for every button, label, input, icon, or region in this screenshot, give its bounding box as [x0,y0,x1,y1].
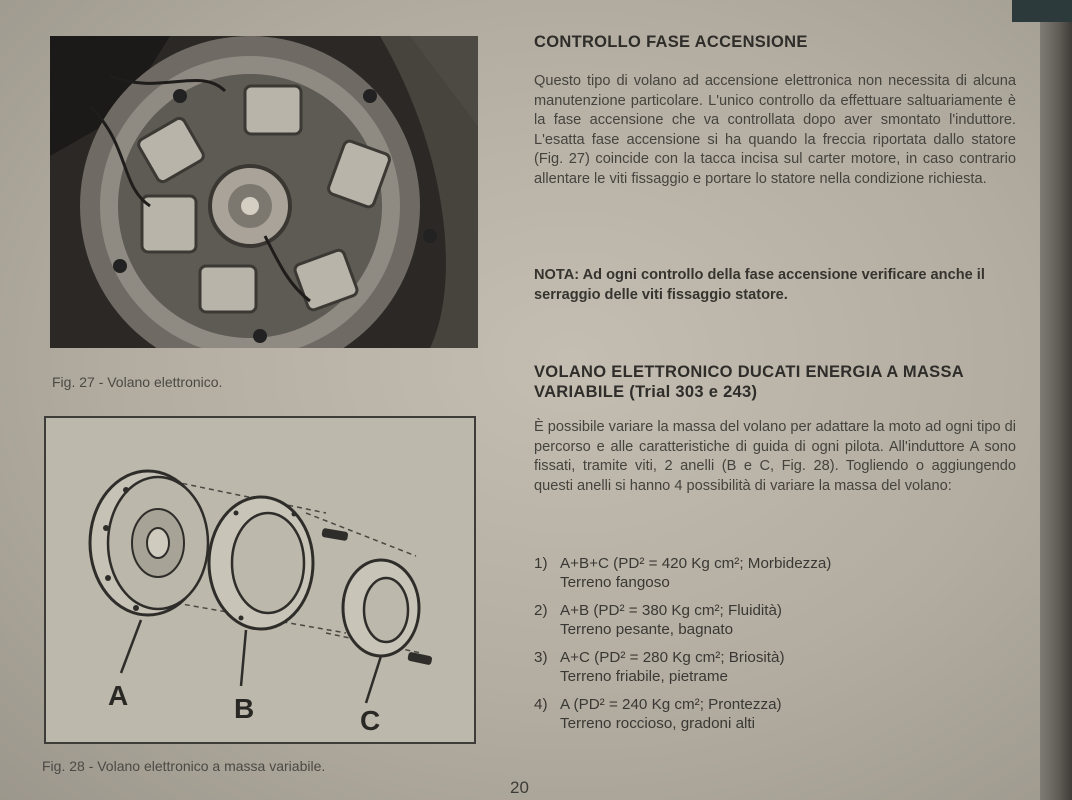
label-b: B [234,693,255,724]
option-detail: Terreno pesante, bagnato [560,621,734,638]
list-item [534,695,1016,733]
option-detail: Terreno roccioso, gradoni alti [560,715,756,732]
section-title-fase-accensione: CONTROLLO FASE ACCENSIONE [534,33,808,51]
option-text: A (PD² = 240 Kg cm²; Prontezza) [560,696,782,713]
section1-paragraph: Questo tipo di volano ad accensione elettronica non necessita di alcuna manutenzione particolare. L'unico controllo da effettuare saltuariamente è la fase accensione che va controllata dopo aver smontato l'induttore. L'esatta fase accensione si ha quando la freccia riportata dallo statore (Fig. 27) coincide con la tacca incisa sul carter motore, in caso contrario allentare le viti fissaggio e portare lo statore nella condizione richiesta. [534,73,1016,187]
section1-note: NOTA: Ad ogni controllo della fase accensione verificare anche il serraggio delle viti fissaggio statore. [534,267,985,303]
option-text: A+C (PD² = 280 Kg cm²; Briosità) [560,649,785,666]
fig27-photo [50,36,478,348]
option-number: 1) [534,555,548,572]
label-c: C [360,705,381,736]
fig28-diagram [44,416,476,744]
option-text: A+B+C (PD² = 420 Kg cm²; Morbidezza) [560,555,832,572]
section-title-volano-ducati: VOLANO ELETTRONICO DUCATI ENERGIA A MASSA VARIABILE (Trial 303 e 243) [534,363,964,401]
section2-paragraph: È possibile variare la massa del volano per adattare la moto ad ogni tipo di percorso e alle caratteristiche di guida di ogni pilota. All'induttore A sono fissati, tramite viti, 2 anelli (B e C, Fig. 28). Togliendo o aggiungendo questi anelli si hanno 4 possibilità di variare la massa del volano: [534,419,1016,494]
option-text: A+B (PD² = 380 Kg cm²; Fluidità) [560,602,782,619]
background-corner [1012,0,1072,22]
ring-b-drawing [209,497,313,629]
option-number: 3) [534,649,548,666]
fig28-caption: Fig. 28 - Volano elettronico a massa variabile. [42,758,326,774]
option-number: 2) [534,602,548,619]
page-number: 20 [510,778,529,797]
label-a: A [108,680,129,711]
book-spine-edge [1040,0,1072,800]
option-number: 4) [534,696,548,713]
option-detail: Terreno friabile, pietrame [560,668,728,685]
mass-options-list [534,554,1016,742]
ring-c-drawing [343,560,419,656]
fig27-caption: Fig. 27 - Volano elettronico. [52,374,223,390]
list-item [534,554,1016,592]
flywheel-a-drawing [90,471,208,615]
list-item [534,601,1016,639]
list-item [534,648,1016,686]
option-detail: Terreno fangoso [560,574,670,591]
